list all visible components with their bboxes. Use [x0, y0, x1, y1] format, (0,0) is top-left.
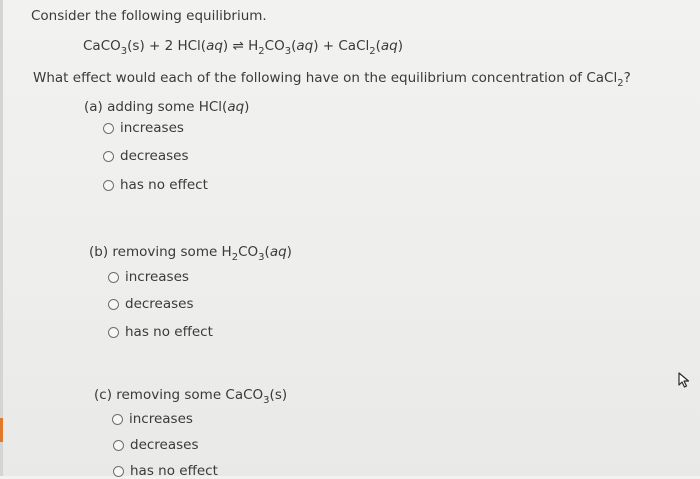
intro-text: Consider the following equilibrium.: [31, 8, 267, 24]
option-label: has no effect: [125, 324, 213, 340]
part-c-option-increases[interactable]: [112, 411, 193, 427]
radio-button-icon[interactable]: [108, 327, 119, 338]
radio-button-icon[interactable]: [103, 151, 114, 162]
radio-button-icon[interactable]: [103, 123, 114, 134]
part-a-option-increases[interactable]: [103, 120, 184, 136]
question-text: What effect would each of the following have on the equilibrium concentration of CaCl$_2$?: [33, 70, 631, 89]
left-border-accent: [0, 418, 3, 442]
option-label: increases: [129, 411, 193, 427]
radio-button-icon[interactable]: [113, 440, 124, 451]
part-c-heading: (c) removing some CaCO$_3$(s): [94, 387, 288, 406]
radio-button-icon[interactable]: [113, 466, 124, 477]
radio-button-icon[interactable]: [103, 180, 114, 191]
option-label: increases: [120, 120, 184, 136]
mouse-pointer-icon: [678, 372, 692, 388]
radio-button-icon[interactable]: [108, 272, 119, 283]
part-c-option-no-effect[interactable]: [113, 463, 218, 479]
option-label: has no effect: [130, 463, 218, 479]
part-b-option-decreases[interactable]: [108, 296, 194, 312]
option-label: has no effect: [120, 177, 208, 193]
radio-button-icon[interactable]: [112, 414, 123, 425]
part-c-option-decreases[interactable]: [113, 437, 199, 453]
option-label: decreases: [125, 296, 194, 312]
part-a-heading: (a) adding some HCl(aq): [84, 99, 250, 115]
part-a-option-no-effect[interactable]: [103, 177, 208, 193]
left-border: [0, 0, 3, 476]
equilibrium-equation: CaCO$_3$(s) + 2 HCl(aq) ⇌ $H_2CO_3(aq)$ + CaCl$_2$(aq): [83, 38, 404, 57]
part-a-option-decreases[interactable]: [103, 148, 189, 164]
option-label: increases: [125, 269, 189, 285]
option-label: decreases: [130, 437, 199, 453]
part-b-option-no-effect[interactable]: [108, 324, 213, 340]
equilibrium-arrow-icon: ⇌: [232, 38, 244, 54]
part-b-heading: (b) removing some $H_2CO_3(aq)$: [89, 244, 292, 263]
part-b-option-increases[interactable]: [108, 269, 189, 285]
option-label: decreases: [120, 148, 189, 164]
radio-button-icon[interactable]: [108, 299, 119, 310]
